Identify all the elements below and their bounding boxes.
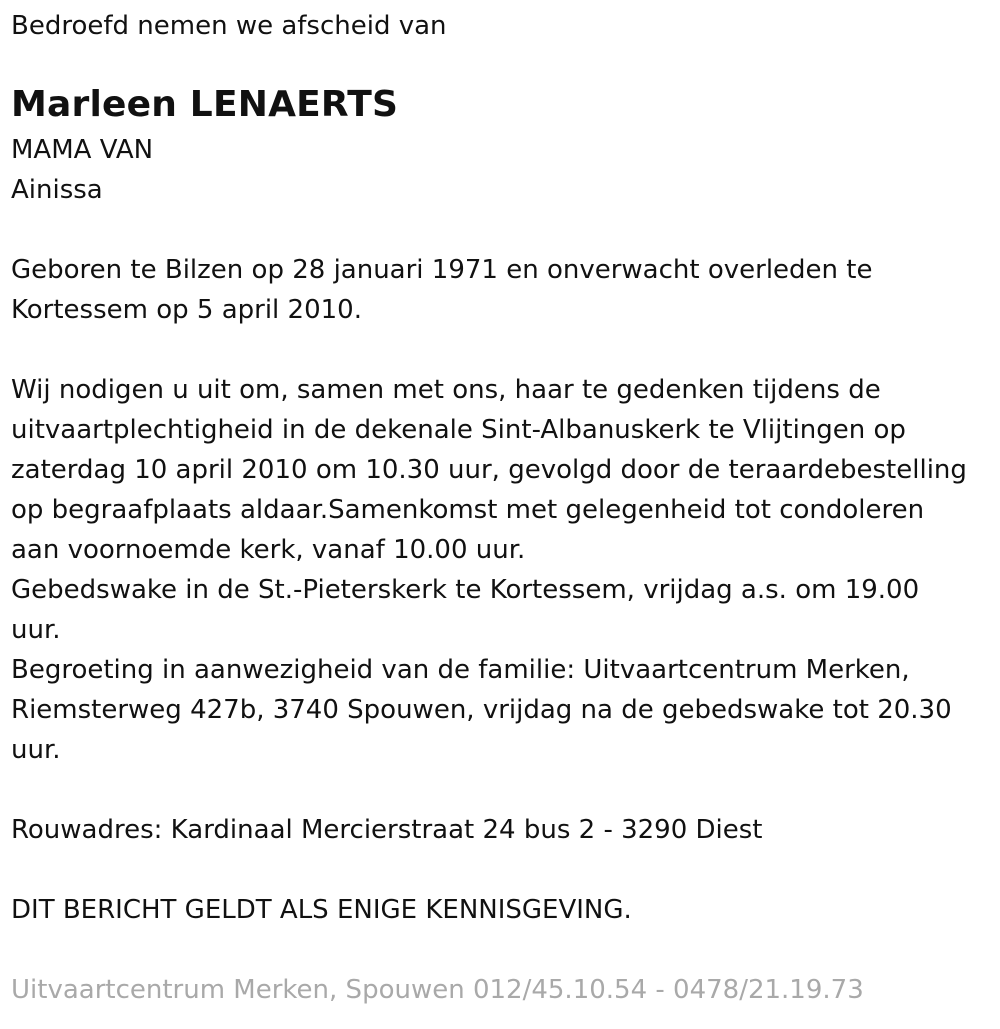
ceremony-line: aan voornoemde kerk, vanaf 10.00 uur. [11, 535, 526, 565]
birth-death-line: Kortessem op 5 april 2010. [11, 295, 362, 325]
ceremony-line: uitvaartplechtigheid in de dekenale Sint-Albanuskerk te Vlijtingen op [11, 415, 906, 445]
spacer [11, 330, 991, 370]
ceremony-line: Gebedswake in de St.-Pieterskerk te Kortessem, vrijdag a.s. om 19.00 [11, 575, 920, 605]
ceremony-line: Wij nodigen u uit om, samen met ons, haar te gedenken tijdens de [11, 375, 881, 405]
ceremony-line: zaterdag 10 april 2010 om 10.30 uur, gevolgd door de teraardebestelling [11, 455, 967, 485]
spacer [11, 850, 991, 890]
obituary-notice [11, 0, 991, 1010]
funeral-home-footer: Uitvaartcentrum Merken, Spouwen 012/45.10.54 - 0478/21.19.73 [11, 975, 864, 1005]
spacer [11, 770, 991, 810]
relation-names: Ainissa [11, 175, 103, 205]
intro-text: Bedroefd nemen we afscheid van [11, 11, 447, 41]
birth-death-line: Geboren te Bilzen op 28 januari 1971 en onverwacht overleden te [11, 255, 873, 285]
ceremony-line: uur. [11, 615, 61, 645]
mourning-address: Rouwadres: Kardinaal Mercierstraat 24 bus 2 - 3290 Diest [11, 815, 763, 845]
ceremony-line: Riemsterweg 427b, 3740 Spouwen, vrijdag na de gebedswake tot 20.30 [11, 695, 952, 725]
relation-label: MAMA VAN [11, 135, 154, 165]
spacer [11, 210, 991, 250]
ceremony-line: Begroeting in aanwezigheid van de familie: Uitvaartcentrum Merken, [11, 655, 910, 685]
ceremony-line: op begraafplaats aldaar.Samenkomst met gelegenheid tot condoleren [11, 495, 925, 525]
spacer [11, 930, 991, 970]
deceased-name: Marleen LENAERTS [11, 84, 399, 125]
ceremony-line: uur. [11, 735, 61, 765]
notice-text: DIT BERICHT GELDT ALS ENIGE KENNISGEVING. [11, 895, 632, 925]
